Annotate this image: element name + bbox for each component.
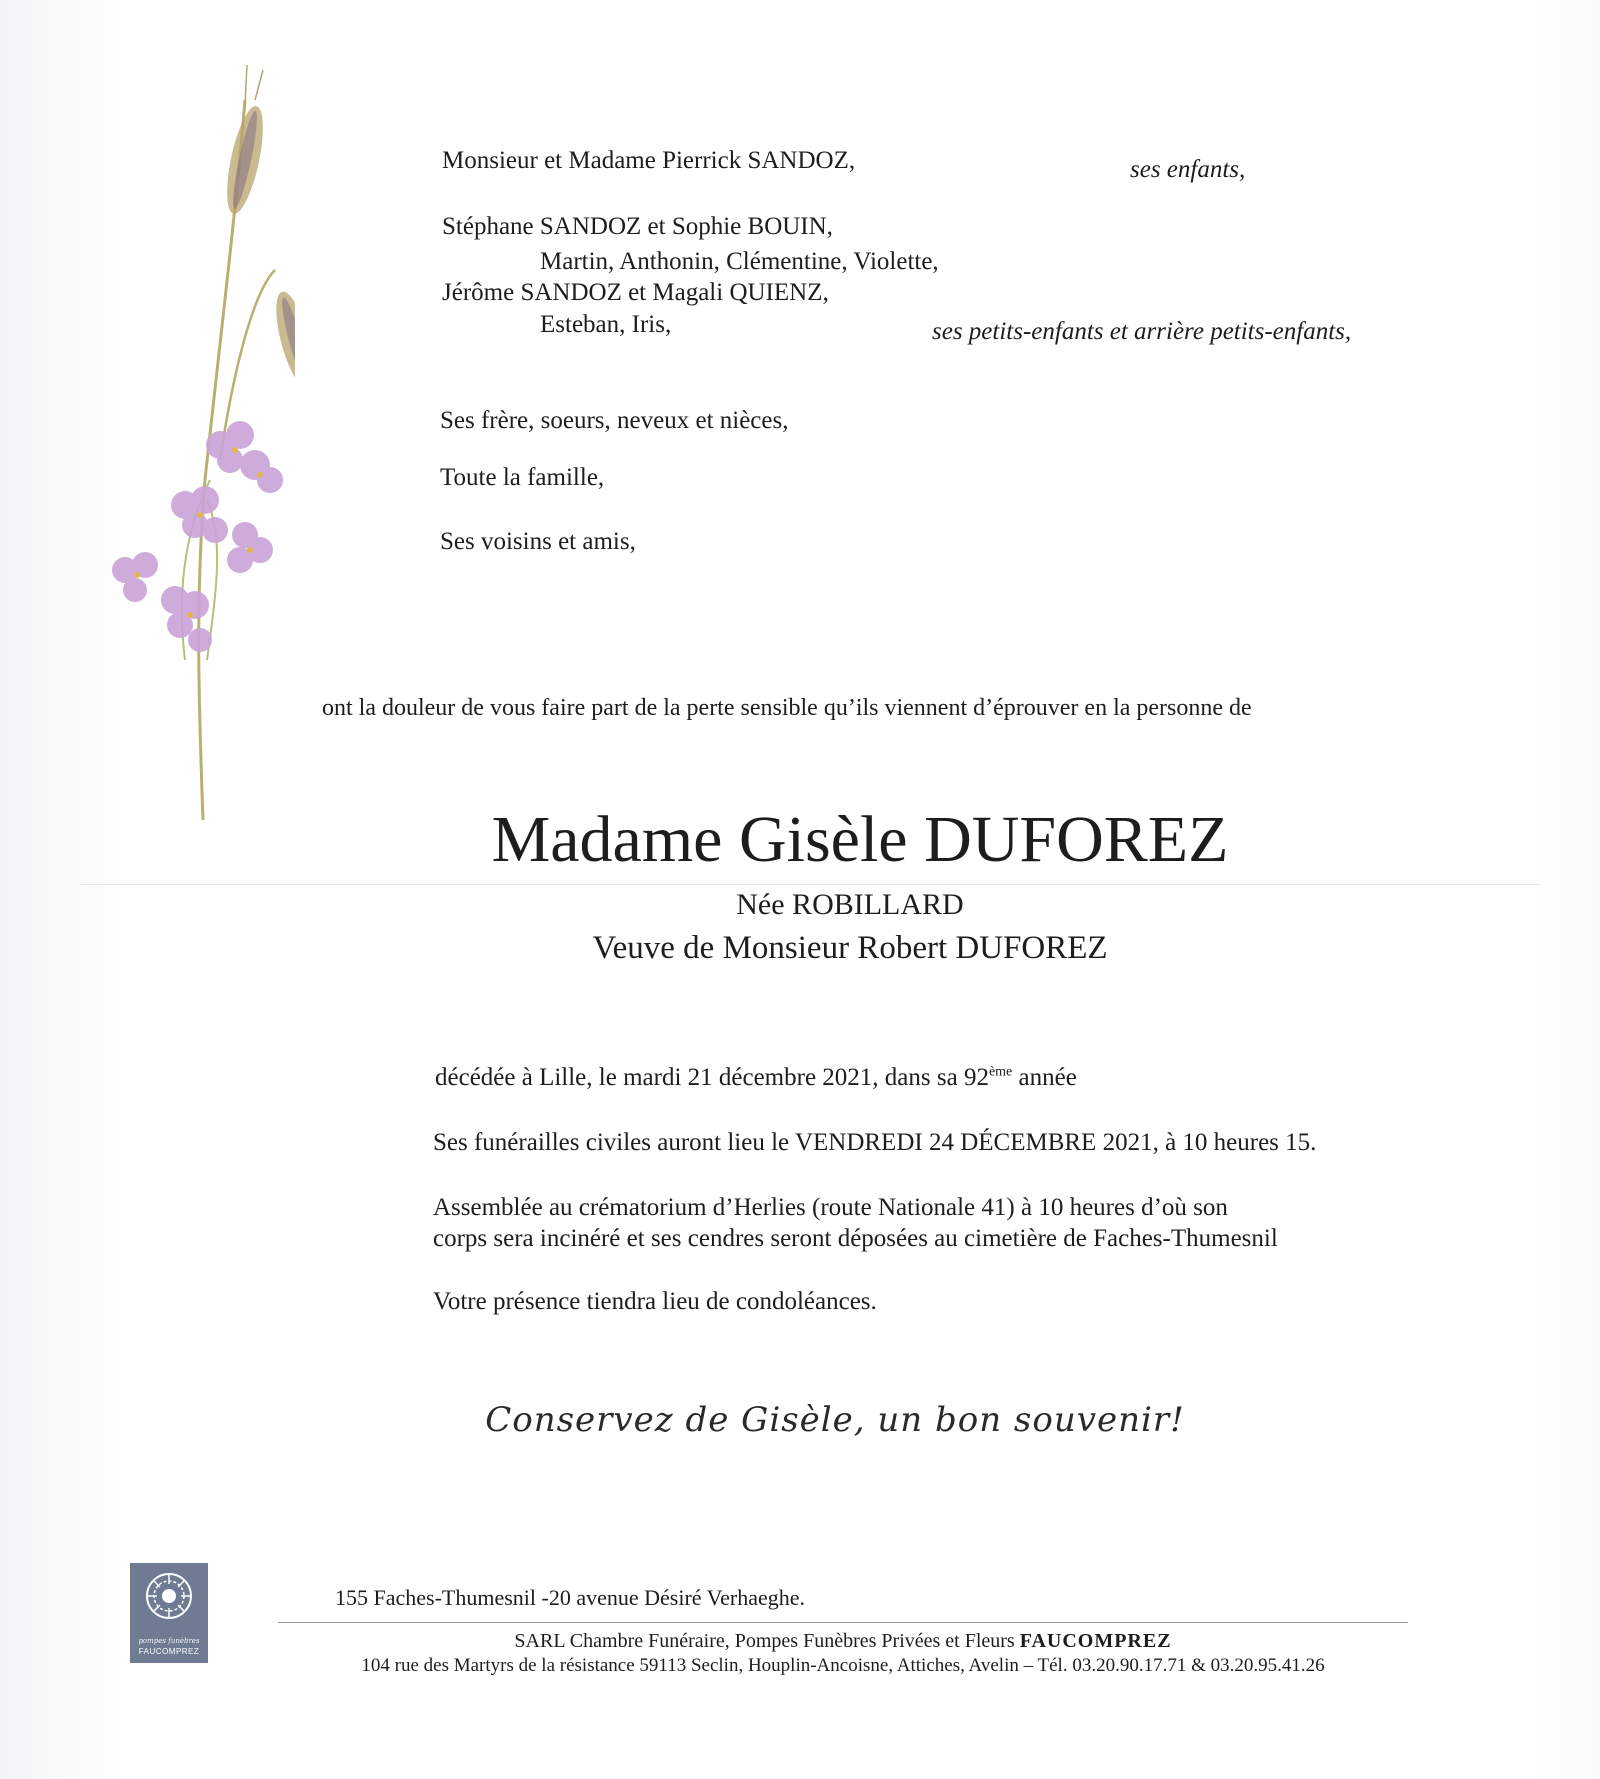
deceased-name: Madame Gisèle DUFOREZ: [491, 803, 1229, 876]
violet-flower-icon: [112, 421, 283, 652]
siblings-line: Ses frère, soeurs, neveux et nièces,: [440, 407, 789, 434]
condolences-line: Votre présence tiendra lieu de condoléances.: [433, 1288, 877, 1315]
assembly-line-2: corps sera incinéré et ses cendres seront déposées au cimetière de Faches-Thumesnil: [433, 1225, 1278, 1252]
assembly-line-1: Assemblée au crématorium d’Herlies (route Nationale 41) à 10 heures d’où son: [433, 1194, 1228, 1221]
faucomprez-logo: [130, 1563, 208, 1663]
announcement-line: ont la douleur de vous faire part de la perte sensible qu’ils viennent d’éprouver en la personne de: [322, 695, 1252, 721]
rosette-emblem-icon: [144, 1571, 194, 1621]
great-grandchildren-line-2: Esteban, Iris,: [540, 311, 672, 338]
logo-tagline: pompes funèbres: [138, 1637, 200, 1645]
great-grandchildren-line-1: Martin, Anthonin, Clémentine, Violette,: [540, 248, 939, 275]
company-name: FAUCOMPREZ: [1019, 1630, 1172, 1652]
wheat-ear-icon: [220, 65, 270, 217]
company-line: [278, 1628, 1408, 1654]
neighbours-line: Ses voisins et amis,: [440, 528, 636, 555]
whole-family-line: Toute la famille,: [440, 464, 605, 491]
footer-divider: [278, 1622, 1408, 1623]
grandchildren-relation: ses petits-enfants et arrière petits-enfants,: [932, 318, 1352, 345]
floral-illustration: [95, 60, 295, 830]
maiden-name: Née ROBILLARD: [736, 888, 964, 921]
death-details-end: année: [1012, 1064, 1077, 1091]
funeral-home-address: 155 Faches-Thumesnil -20 avenue Désiré Verhaeghe.: [335, 1585, 805, 1610]
widow-of: Veuve de Monsieur Robert DUFOREZ: [592, 930, 1108, 966]
company-prefix: SARL Chambre Funéraire, Pompes Funèbres Privées et Fleurs: [514, 1630, 1020, 1652]
children-relation: ses enfants,: [1130, 156, 1246, 183]
grandchild-line-2: Jérôme SANDOZ et Magali QUIENZ,: [442, 279, 829, 306]
closing-message: Conservez de Gisèle, un bon souvenir!: [485, 1400, 1185, 1440]
funeral-details: Ses funérailles civiles auront lieu le VENDREDI 24 DÉCEMBRE 2021, à 10 heures 15.: [433, 1129, 1317, 1156]
logo-brand: FAUCOMPREZ: [138, 1647, 200, 1656]
death-details-ordinal: ème: [988, 1064, 1013, 1080]
company-contact: 104 rue des Martyrs de la résistance 59113 Seclin, Houplin-Ancoisne, Attiches, Avelin – Tél. 03.20.90.17.71 & 03.20.95.41.26: [361, 1655, 1325, 1676]
grandchild-line-1: Stéphane SANDOZ et Sophie BOUIN,: [442, 213, 833, 240]
children-names: Monsieur et Madame Pierrick SANDOZ,: [442, 147, 856, 174]
wheat-ear-icon: [269, 288, 295, 392]
death-details-text: décédée à Lille, le mardi 21 décembre 2021, dans sa 92: [435, 1064, 989, 1091]
death-details: [435, 1063, 1077, 1093]
